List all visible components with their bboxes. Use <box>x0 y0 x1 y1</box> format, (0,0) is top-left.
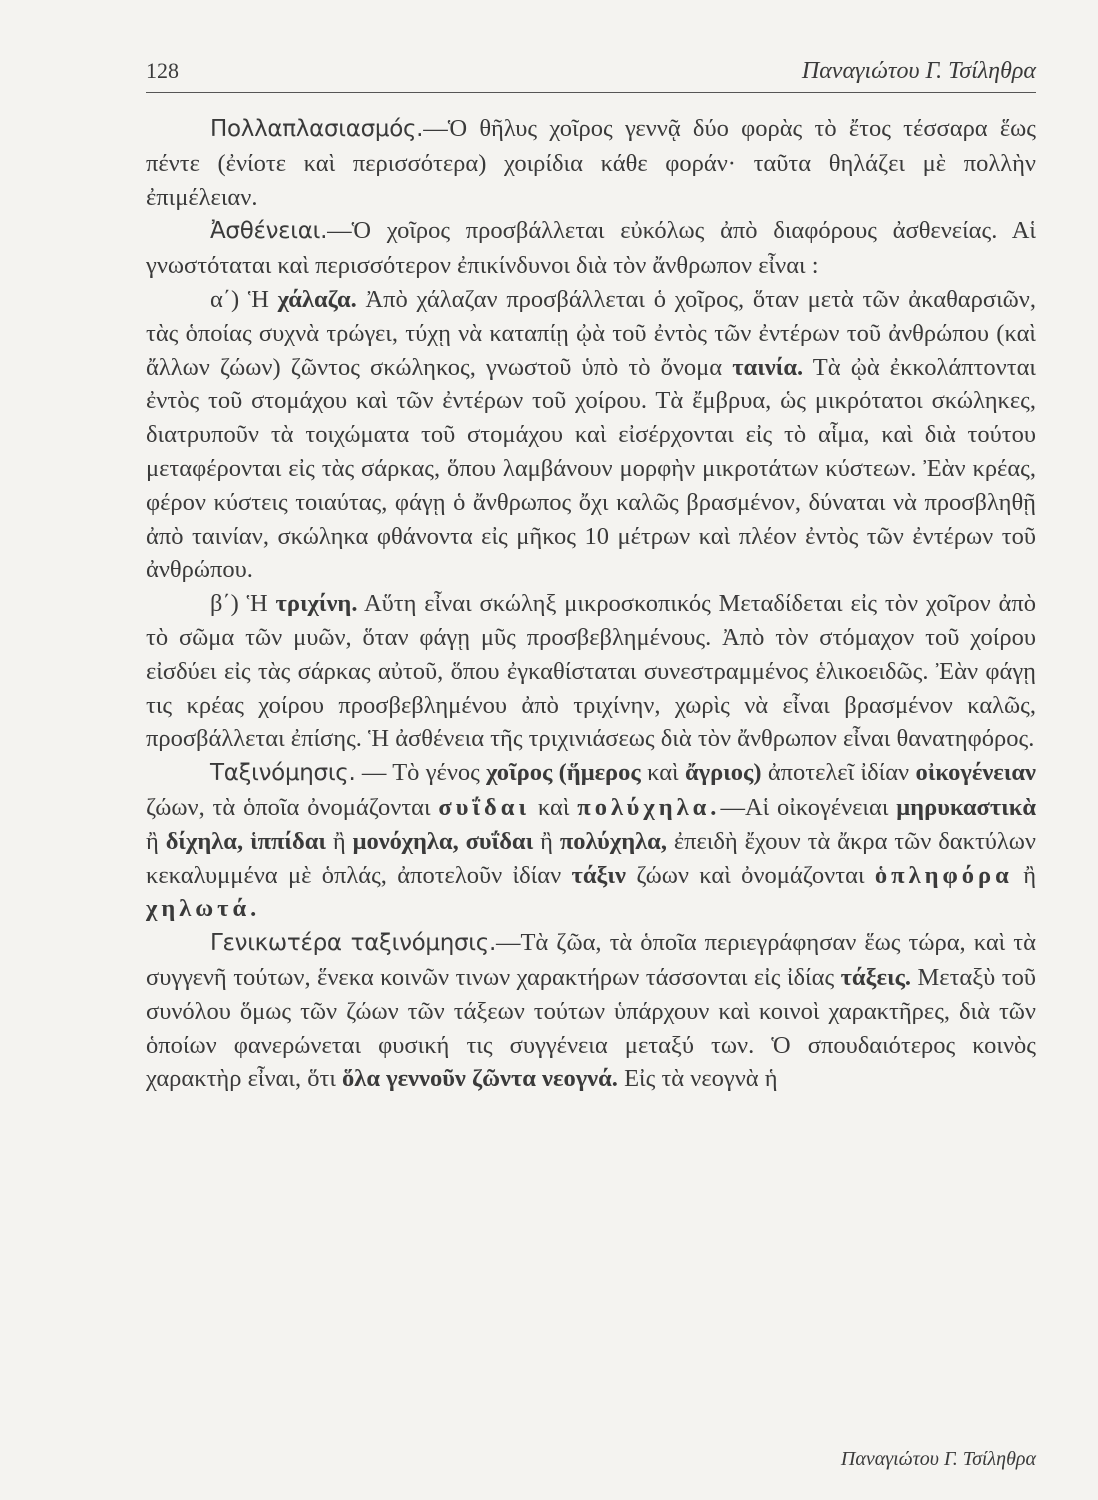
text: ἀποτελεῖ ἰδίαν <box>761 759 916 787</box>
term: δίχηλα, ἱππίδαι <box>165 827 326 855</box>
paragraph-text: Αὕτη εἶναι σκώληξ μικροσκοπικός Μεταδίδεται εἰς τὸν χοῖρον ἀπὸ τὸ σῶμα τῶν μυῶν, ὅταν φάγῃ μῦς προσβεβλημένους. Ἀπὸ τὸν στόμαχον τοῦ χοίρου εἰσδύει εἰς τὰς σάρκας αὐτοῦ, ὅπου ἐγκαθίσταται συνεστραμμένος ἑλικοειδῶς. Ἐὰν φάγῃ τις κρέας χοίρου προσβεβλημένου ἀπὸ τριχίνην, χωρὶς νὰ εἶναι βρασμένον καλῶς, προσβάλλεται ἐπίσης. Ἡ ἀσθένεια τῆς τριχινιάσεως διὰ τὸν ἄνθρωπον εἶναι θανατηφόρος. <box>146 590 1036 753</box>
text: ζώων, τὰ ὁποῖα ὀνομάζονται <box>146 793 439 821</box>
paragraph-tapeworm <box>146 283 1036 587</box>
page-number: 128 <box>146 58 179 83</box>
paragraph-text: —Ὁ χοῖρος προσβάλλεται εὐκόλως ἀπὸ διαφόρους ἀσθενείας. Αἱ γνωστόταται καὶ περισσότερον ἐπικίνδυνοι διὰ τὸν ἄνθρωπον εἶναι : <box>146 217 1036 280</box>
paragraph-diseases <box>146 214 1036 283</box>
page-body <box>146 112 1036 1096</box>
text: ἢ <box>1012 861 1037 889</box>
section-heading: Ταξινόμησις. <box>210 760 356 787</box>
term: τριχίνη. <box>275 590 358 618</box>
footer-signature: Παναγιώτου Γ. Τσίληθρα <box>840 1448 1036 1470</box>
text: —Αἱ οἰκογένειαι <box>720 793 897 821</box>
running-head: Παναγιώτου Γ. Τσίληθρα <box>801 58 1036 84</box>
text: ἢ <box>146 827 166 855</box>
term: μονόχηλα, συΐδαι <box>352 827 534 855</box>
term: πολύχηλα, <box>559 827 667 855</box>
text: Εἰς τὰ νεογνὰ ἡ <box>617 1065 778 1093</box>
section-heading: Ἀσθένειαι. <box>210 218 328 245</box>
text: ζώων καὶ ὀνομάζονται <box>625 861 875 889</box>
paragraph-text: Τὰ ᾠὰ ἐκκολάπτονται ἐντὸς τοῦ στομάχου καὶ τῶν ἐντέρων τοῦ χοίρου. Τὰ ἔμβρυα, ὡς μικρότατοι σκώληκες, διατρυποῦν τὰ τοιχώματα τοῦ στομάχου καὶ εἰσέρχονται εἰς τὸ αἷμα, καὶ διὰ τούτου μεταφέρονται εἰς τὰς σάρκας, ὅπου λαμβάνουν μορφὴν μικροτάτων κύστεων. Ἐὰν κρέας, φέρον κύστεις τοιαύτας, φάγῃ ὁ ἄνθρωπος ὄχι καλῶς βρασμένον, δύναται νὰ προσβληθῇ ἀπὸ ταινίαν, σκώληκα φθάνοντα εἰς μῆκος 10 μέτρων καὶ πλέον ἐντὸς τῶν ἐντέρων τοῦ ἀνθρώπου. <box>146 353 1037 584</box>
text: ἢ <box>326 827 353 855</box>
page-header <box>146 58 1036 93</box>
term: χάλαζα. <box>277 285 357 313</box>
term: τάξεις. <box>840 963 912 991</box>
paragraph-general-classification <box>146 926 1036 1096</box>
term: μηρυκαστικὰ <box>896 793 1036 821</box>
term: οἰκογένειαν <box>915 759 1036 787</box>
spaced-term: πολύχηλα. <box>577 793 721 821</box>
paragraph-text: Ἀπὸ χάλαζαν προσβάλλεται ὁ χοῖρος, ὅταν μετὰ τῶν ἀκαθαρσιῶν, τὰς ὁποίας συχνὰ τρώγει, τύχῃ νὰ καταπίῃ ᾠὰ τοῦ ἐντὸς τῶν ἐντέρων τοῦ ἀνθρώπου (καὶ ἄλλων ζώων) ζῶντος σκώληκος, γνωστοῦ ὑπὸ τὸ ὄνομα <box>146 285 1036 381</box>
text: καὶ <box>530 793 578 821</box>
term: ὅλα γεννοῦν ζῶντα νεογνά. <box>342 1065 618 1093</box>
text: καὶ <box>640 759 685 787</box>
paragraph-reproduction <box>146 112 1036 214</box>
text: —Τὰ ζῶα, τὰ ὁποῖα περιεγράφησαν ἕως τώρα, καὶ τὰ συγγενῆ τούτων, ἕνεκα κοινῶν τινων χαρακτήρων τάσσονται εἰς ἰδίας <box>146 929 1036 991</box>
spaced-term: συΐδαι <box>438 793 531 821</box>
term: χοῖρος (ἥμερος <box>486 759 641 787</box>
text: ἐπειδὴ ἔχουν τὰ ἄκρα τῶν δακτύλων κεκαλυμμένα μὲ ὁπλάς, ἀποτελοῦν ἰδίαν <box>146 827 1037 889</box>
spaced-term: χηλωτά. <box>146 895 261 923</box>
list-marker: β΄) Ἡ <box>210 590 276 618</box>
section-heading: Γενικωτέρα ταξινόμησις. <box>210 930 496 957</box>
paragraph-text: —Ὁ θῆλυς χοῖρος γεννᾷ δύο φορὰς τὸ ἔτος τέσσαρα ἕως πέντε (ἐνίοτε καὶ περισσότερα) χοιρίδια κάθε φοράν· ταῦτα θηλάζει μὲ πολλὴν ἐπιμέλειαν. <box>146 115 1036 211</box>
paragraph-trichina <box>146 587 1036 756</box>
term: ταινία. <box>732 353 804 381</box>
spaced-term: ὁπληφόρα <box>874 861 1013 889</box>
section-heading: Πολλαπλασιασμός. <box>210 116 424 142</box>
text: Μεταξὺ τοῦ συνόλου ὅμως τῶν ζώων τῶν τάξεων τούτων ὑπάρχουν καὶ κοινοὶ χαρακτῆρες, διὰ τῶν ὁποίων φανερώνεται φυσική τις συγγένεια μεταξύ των. Ὁ σπουδαιότερος κοινὸς χαρακτὴρ εἶναι, ὅτι <box>146 963 1036 1093</box>
text: — Τὸ γένος <box>355 759 487 787</box>
paragraph-classification <box>146 756 1036 926</box>
text: ἢ <box>533 827 560 855</box>
term: ἄγριος) <box>684 759 762 787</box>
list-marker: α΄) Ἡ <box>210 285 278 313</box>
term: τάξιν <box>571 861 626 889</box>
